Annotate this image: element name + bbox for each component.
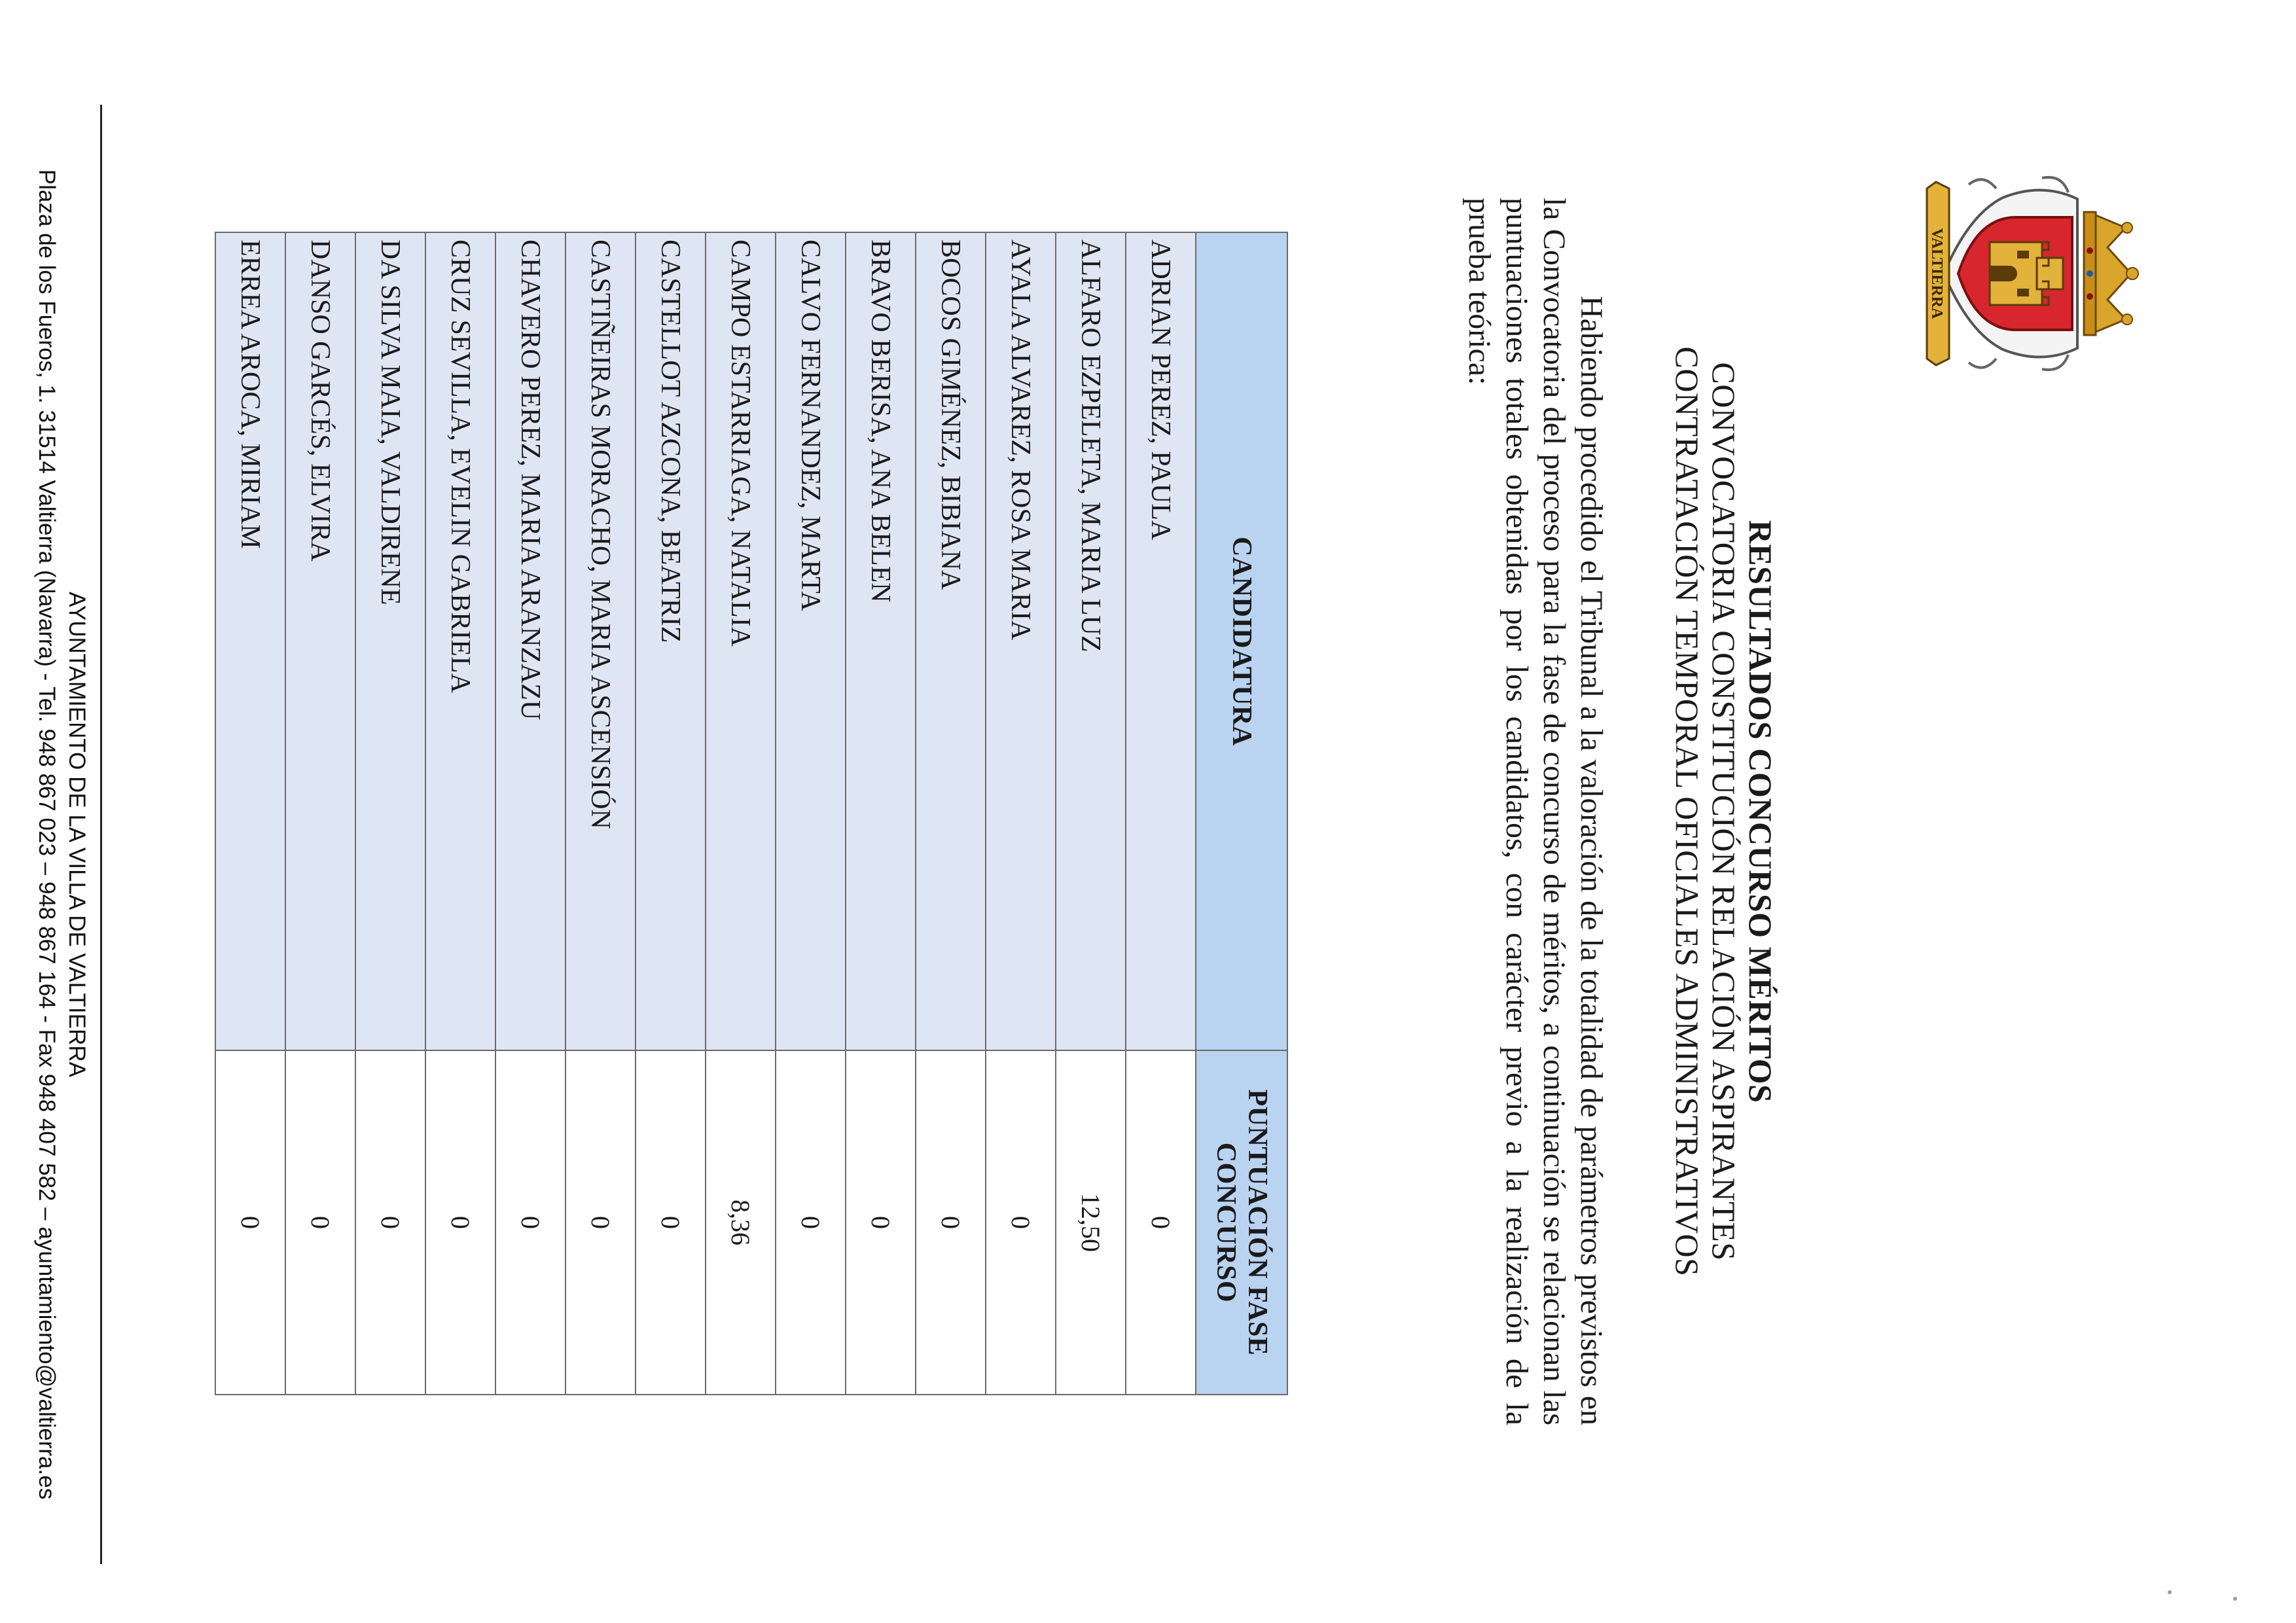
candidate-score: 0 bbox=[776, 1050, 846, 1395]
candidate-name: CASTIÑEIRAS MORACHO, MARIA ASCENSIÓN bbox=[565, 232, 636, 1050]
candidate-name: ERREA AROCA, MIRIAM bbox=[215, 232, 285, 1050]
table-row bbox=[355, 232, 425, 1395]
candidate-score: 0 bbox=[636, 1050, 706, 1395]
scan-speck bbox=[2168, 1590, 2172, 1594]
header-candidatura: CANDIDATURA bbox=[1196, 232, 1287, 1050]
candidate-score: 0 bbox=[495, 1050, 565, 1395]
candidate-score: 0 bbox=[355, 1050, 425, 1395]
title-block bbox=[1669, 196, 1779, 1427]
table-row bbox=[636, 232, 706, 1395]
candidate-name: ADRIAN PEREZ, PAULA bbox=[1126, 232, 1196, 1050]
footer-line-2: Plaza de los Fueros, 1. 31514 Valtierra (Navarra) - Tel. 948 867 023 – 948 867 164 - Fax 948 407 582 – ayuntamiento@valtierra.es bbox=[34, 169, 60, 1500]
document-title: RESULTADOS CONCURSO MÉRITOS bbox=[1742, 520, 1779, 1103]
table-row bbox=[986, 232, 1056, 1395]
document-subtitle-1: CONVOCATORIA CONSTITUCIÓN RELACIÓN ASPIRANTES bbox=[1706, 362, 1742, 1261]
table-row bbox=[776, 232, 846, 1395]
candidate-name: BRAVO BERISA, ANA BELEN bbox=[846, 232, 916, 1050]
candidate-name: CALVO FERNANDEZ, MARTA bbox=[776, 232, 846, 1050]
candidate-score: 0 bbox=[285, 1050, 355, 1395]
table-row bbox=[425, 232, 495, 1395]
candidate-score: 8,36 bbox=[706, 1050, 776, 1395]
candidate-name: CRUZ SEVILLA, EVELIN GABRIELA bbox=[425, 232, 495, 1050]
candidate-score: 0 bbox=[565, 1050, 636, 1395]
footer-divider bbox=[100, 105, 102, 1564]
table-row bbox=[706, 232, 776, 1395]
candidate-score: 0 bbox=[986, 1050, 1056, 1395]
table-row bbox=[1056, 232, 1126, 1395]
footer bbox=[31, 92, 92, 1577]
candidate-score: 0 bbox=[1126, 1050, 1196, 1395]
candidate-name: CAMPO ESTARRIAGA, NATALIA bbox=[706, 232, 776, 1050]
valtierra-coat-of-arms-icon bbox=[1924, 169, 2140, 378]
candidate-name: CASTELLOT AZCONA, BEATRIZ bbox=[636, 232, 706, 1050]
table-row bbox=[565, 232, 636, 1395]
candidate-score: 0 bbox=[215, 1050, 285, 1395]
intro-paragraph: Habiendo procedido el Tribunal a la valoración de la totalidad de parámetros previstos en la Convocatoria del proceso para la fase de concurso de méritos, a continuación se relacionan las puntuaciones totales obtenidas por los candidatos, con carácter previo a la realización de la prueba teórica: bbox=[1462, 198, 1609, 1425]
candidate-name: ALFARO EZPELETA, MARIA LUZ bbox=[1056, 232, 1126, 1050]
table-row bbox=[846, 232, 916, 1395]
candidate-name: DANSO GARCÉS, ELVIRA bbox=[285, 232, 355, 1050]
results-table bbox=[215, 232, 1288, 1395]
table-row bbox=[495, 232, 565, 1395]
scan-speck bbox=[2233, 1597, 2237, 1601]
candidate-score: 0 bbox=[846, 1050, 916, 1395]
header-puntuacion: PUNTUACIÓN FASE CONCURSO bbox=[1196, 1050, 1287, 1395]
candidate-score: 12,50 bbox=[1056, 1050, 1126, 1395]
table-row bbox=[215, 232, 285, 1395]
crest-banner-text: VALTIERRA bbox=[1928, 228, 1945, 319]
candidate-name: AYALA ALVAREZ, ROSA MARIA bbox=[986, 232, 1056, 1050]
candidate-score: 0 bbox=[916, 1050, 986, 1395]
footer-line-1: AYUNTAMIENTO DE LA VILLA DE VALTIERRA bbox=[64, 592, 90, 1077]
table-row bbox=[285, 232, 355, 1395]
table-row bbox=[1126, 232, 1196, 1395]
table-row bbox=[916, 232, 986, 1395]
candidate-name: BOCOS GIMÉNEZ, BIBIANA bbox=[916, 232, 986, 1050]
candidate-score: 0 bbox=[425, 1050, 495, 1395]
candidate-name: DA SILVA MAIA, VALDIRENE bbox=[355, 232, 425, 1050]
table-header-row bbox=[1196, 232, 1287, 1395]
document-subtitle-2: CONTRATACIÓN TEMPORAL OFICIALES ADMINISTRATIVOS bbox=[1669, 346, 1706, 1277]
candidate-name: CHAVERO PEREZ, MARIA ARANZAZU bbox=[495, 232, 565, 1050]
